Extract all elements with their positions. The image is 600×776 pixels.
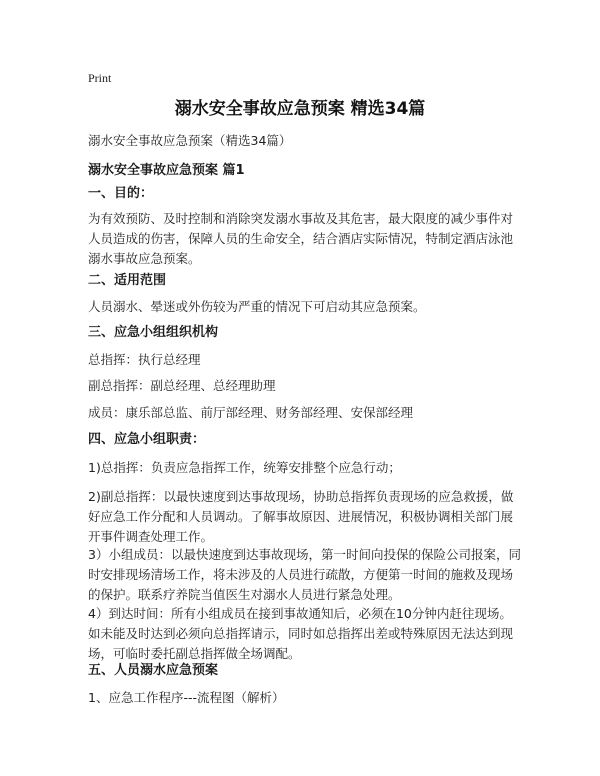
document-subtitle: 溺水安全事故应急预案（精选34篇） bbox=[88, 133, 292, 148]
heading-purpose: 一、目的： bbox=[88, 186, 154, 201]
print-label[interactable]: Print bbox=[88, 71, 112, 85]
paragraph-scope: 人员溺水、晕迷或外伤较为严重的情况下可启动其应急预案。 bbox=[88, 299, 426, 314]
page-title: 溺水安全事故应急预案 精选34篇 bbox=[174, 99, 426, 119]
paragraph-purpose: 为有效预防、及时控制和消除突发溺水事故及其危害，最大限度的减少事件对人员造成的伤害，保障人员的生命安全，结合酒店实际情况，特制定酒店泳池溺水事故应急预案。 bbox=[88, 211, 514, 266]
org-commander: 总指挥：执行总经理 bbox=[88, 352, 201, 367]
heading-organization: 三、应急小组组织机构 bbox=[88, 325, 219, 340]
org-deputy: 副总指挥：副总经理、总经理助理 bbox=[88, 378, 276, 393]
duty-arrival-time: 4）到达时间：所有小组成员在接到事故通知后，必须在10分钟内赶往现场。如未能及时达到必须向总指挥请示，同时如总指挥出差或特殊原因无法达到现场，可临时委托副总指挥做全场调配。 bbox=[88, 606, 514, 661]
duty-deputy: 2)副总指挥：以最快速度到达事故现场，协助总指挥负责现场的应急救援，做好应急工作分配和人员调动。了解事故原因、进展情况，积极协调相关部门展开事件调查处理工作。 bbox=[88, 489, 514, 544]
heading-scope: 二、适用范围 bbox=[88, 273, 167, 288]
paragraph-procedure: 1、应急工作程序---流程图（解析） bbox=[88, 690, 285, 705]
heading-drowning-plan: 五、人员溺水应急预案 bbox=[88, 663, 219, 678]
heading-duties: 四、应急小组职责： bbox=[88, 432, 206, 447]
duty-commander: 1)总指挥：负责应急指挥工作，统筹安排整个应急行动； bbox=[88, 460, 401, 475]
duty-members: 3）小组成员：以最快速度到达事故现场，第一时间向投保的保险公司报案，同时安排现场清场工作，将未涉及的人员进行疏散，方便第一时间的施救及现场的保护。联系疗养院当值医生对溺水人员进行紧急处理。 bbox=[88, 547, 521, 602]
org-members: 成员：康乐部总监、前厅部经理、财务部经理、安保部经理 bbox=[88, 405, 414, 420]
section-title: 溺水安全事故应急预案 篇1 bbox=[88, 163, 245, 178]
